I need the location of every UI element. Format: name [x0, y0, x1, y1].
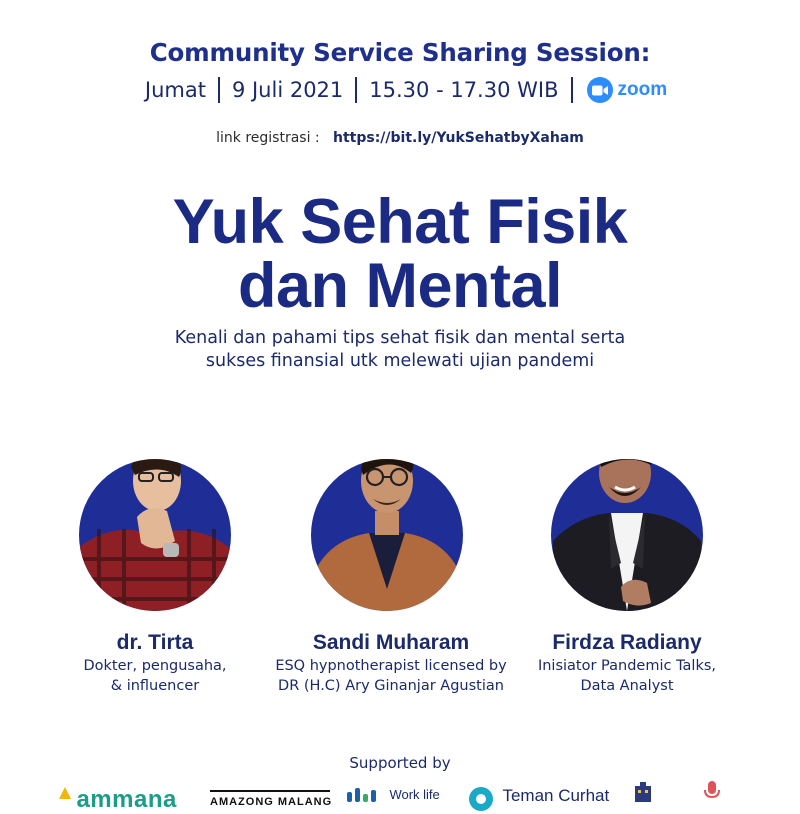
supported-by-label: Supported by: [349, 754, 451, 772]
video-camera-icon: [587, 77, 613, 103]
subtitle-line2: sukses finansial utk melewati ujian pandemi: [205, 351, 595, 371]
microphone-icon: [702, 780, 722, 800]
building-logo: [632, 782, 654, 807]
speaker-name: Sandi Muharam: [312, 631, 470, 654]
session-title: Community Service Sharing Session:: [149, 38, 651, 67]
main-title-line2: dan Mental: [237, 251, 563, 321]
chat-bubble-icon: [468, 786, 494, 812]
speaker-name: Firdza Radiany: [552, 631, 702, 654]
zoom-logo: [573, 77, 668, 103]
teman-curhat-logo: Teman Curhat: [468, 786, 609, 812]
registration-link[interactable]: https://bit.ly/YukSehatbyXaham: [333, 130, 584, 146]
speaker-role: Data Analyst: [580, 678, 674, 694]
event-date: 9 Juli 2021: [231, 78, 344, 102]
work-life-logo: Work life: [345, 786, 440, 804]
building-icon: [632, 782, 654, 802]
registration-label: link registrasi :: [216, 130, 320, 146]
speaker-role: & influencer: [110, 678, 200, 694]
ammana-logo: ammana: [58, 786, 177, 814]
event-time: 15.30 - 17.30 WIB: [369, 78, 559, 102]
event-day: Jumat: [144, 78, 206, 102]
main-title-line1: Yuk Sehat Fisik: [172, 187, 628, 257]
speaker-name: dr. Tirta: [116, 631, 194, 654]
ammana-mark-icon: [58, 786, 72, 800]
speaker-role: ESQ hypnotherapist licensed by: [275, 658, 507, 674]
event-info-row: [0, 72, 800, 108]
zoom-label: zoom: [617, 79, 668, 100]
subtitle-line1: Kenali dan pahami tips sehat fisik dan mental serta: [174, 328, 626, 348]
speaker-photo-firdza: [551, 459, 703, 611]
speaker-role: Inisiator Pandemic Talks,: [537, 658, 717, 674]
amazong-malang-logo: AMAZONG MALANG: [210, 790, 332, 810]
speaker-role: Dokter, pengusaha,: [83, 658, 227, 674]
speaker-photo-sandi: [311, 459, 463, 611]
speaker-photo-tirta: [79, 459, 231, 611]
speaker-role: DR (H.C) Ary Ginanjar Agustian: [278, 678, 504, 694]
registration-row: [0, 130, 800, 146]
microphone-logo: [702, 780, 722, 805]
